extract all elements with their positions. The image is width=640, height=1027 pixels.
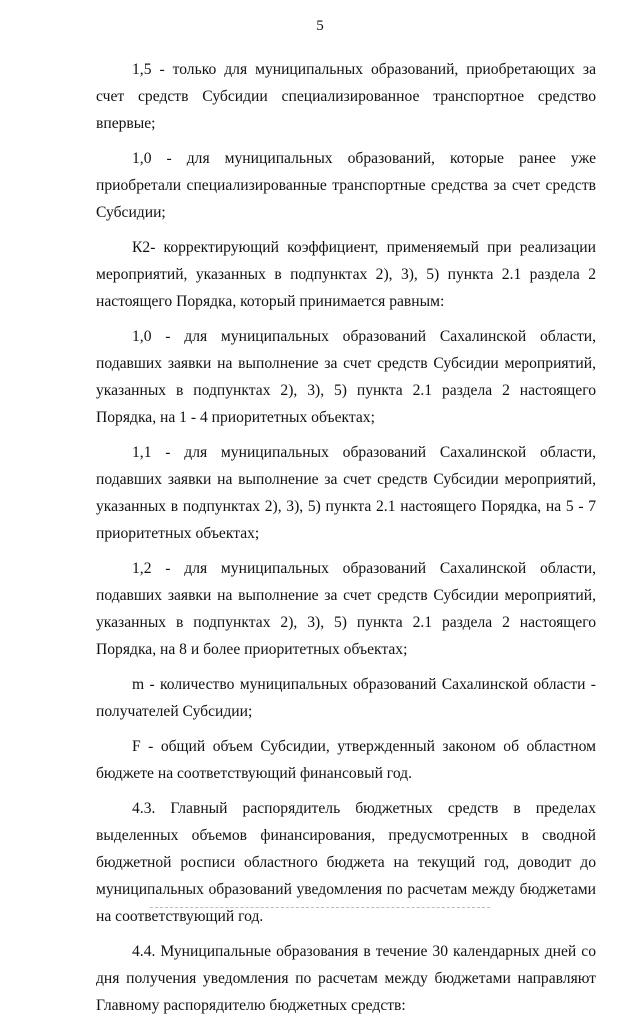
paragraph-4-4: 4.4. Муниципальные образования в течение 30 календарных дней со дня получения уведомления по расчетам между бюджетами направляют Главному распорядителю бюджетных средств: [96, 943, 596, 1014]
page-number: 5 [316, 18, 324, 34]
paragraph-f-definition: F - общий объем Субсидии, утвержденный законом об областном бюджете на соответствующий финансовый год. [96, 738, 596, 782]
paragraph-k2-definition: К2- корректирующий коэффициент, применяемый при реализации мероприятий, указанных в подпунктах 2), 3), 5) пункта 2.1 раздела 2 настоящего Порядка, который принимается равным: [96, 239, 596, 310]
paragraph-m-definition: m - количество муниципальных образований Сахалинской области - получателей Субсидии; [96, 676, 596, 720]
paragraph-k2-1-2: 1,2 - для муниципальных образований Сахалинской области, подавших заявки на выполнение за счет средств Субсидии мероприятий, указанных в подпунктах 2), 3), 5) пункта 2.1 раздела 2 настоящего Порядка, на 8 и более приоритетных объектах; [96, 560, 596, 658]
paragraph-k2-1-0: 1,0 - для муниципальных образований Сахалинской области, подавших заявки на выполнение за счет средств Субсидии мероприятий, указанных в подпунктах 2), 3), 5) пункта 2.1 раздела 2 настоящего Порядка, на 1 - 4 приоритетных объектах; [96, 328, 596, 426]
paragraph-coef-1-0-previous: 1,0 - для муниципальных образований, которые ранее уже приобретали специализированные транспортные средства за счет средств Субсидии; [96, 150, 596, 221]
paragraph-4-3: 4.3. Главный распорядитель бюджетных средств в пределах выделенных объемов финансирования, предусмотренных в сводной бюджетной росписи областного бюджета на текущий год, доводит до муниципальных образований уведомления по расчетам между бюджетами на соответствующий год. [96, 800, 596, 925]
paragraph-coef-1-5: 1,5 - только для муниципальных образований, приобретающих за счет средств Субсидии специализированное транспортное средство впервые; [96, 61, 596, 132]
paragraph-k2-1-1: 1,1 - для муниципальных образований Сахалинской области, подавших заявки на выполнение за счет средств Субсидии мероприятий, указанных в подпунктах 2), 3), 5) пункта 2.1 настоящего Порядка, на 5 - 7 приоритетных объектах; [96, 444, 596, 542]
document-body [96, 56, 596, 1027]
